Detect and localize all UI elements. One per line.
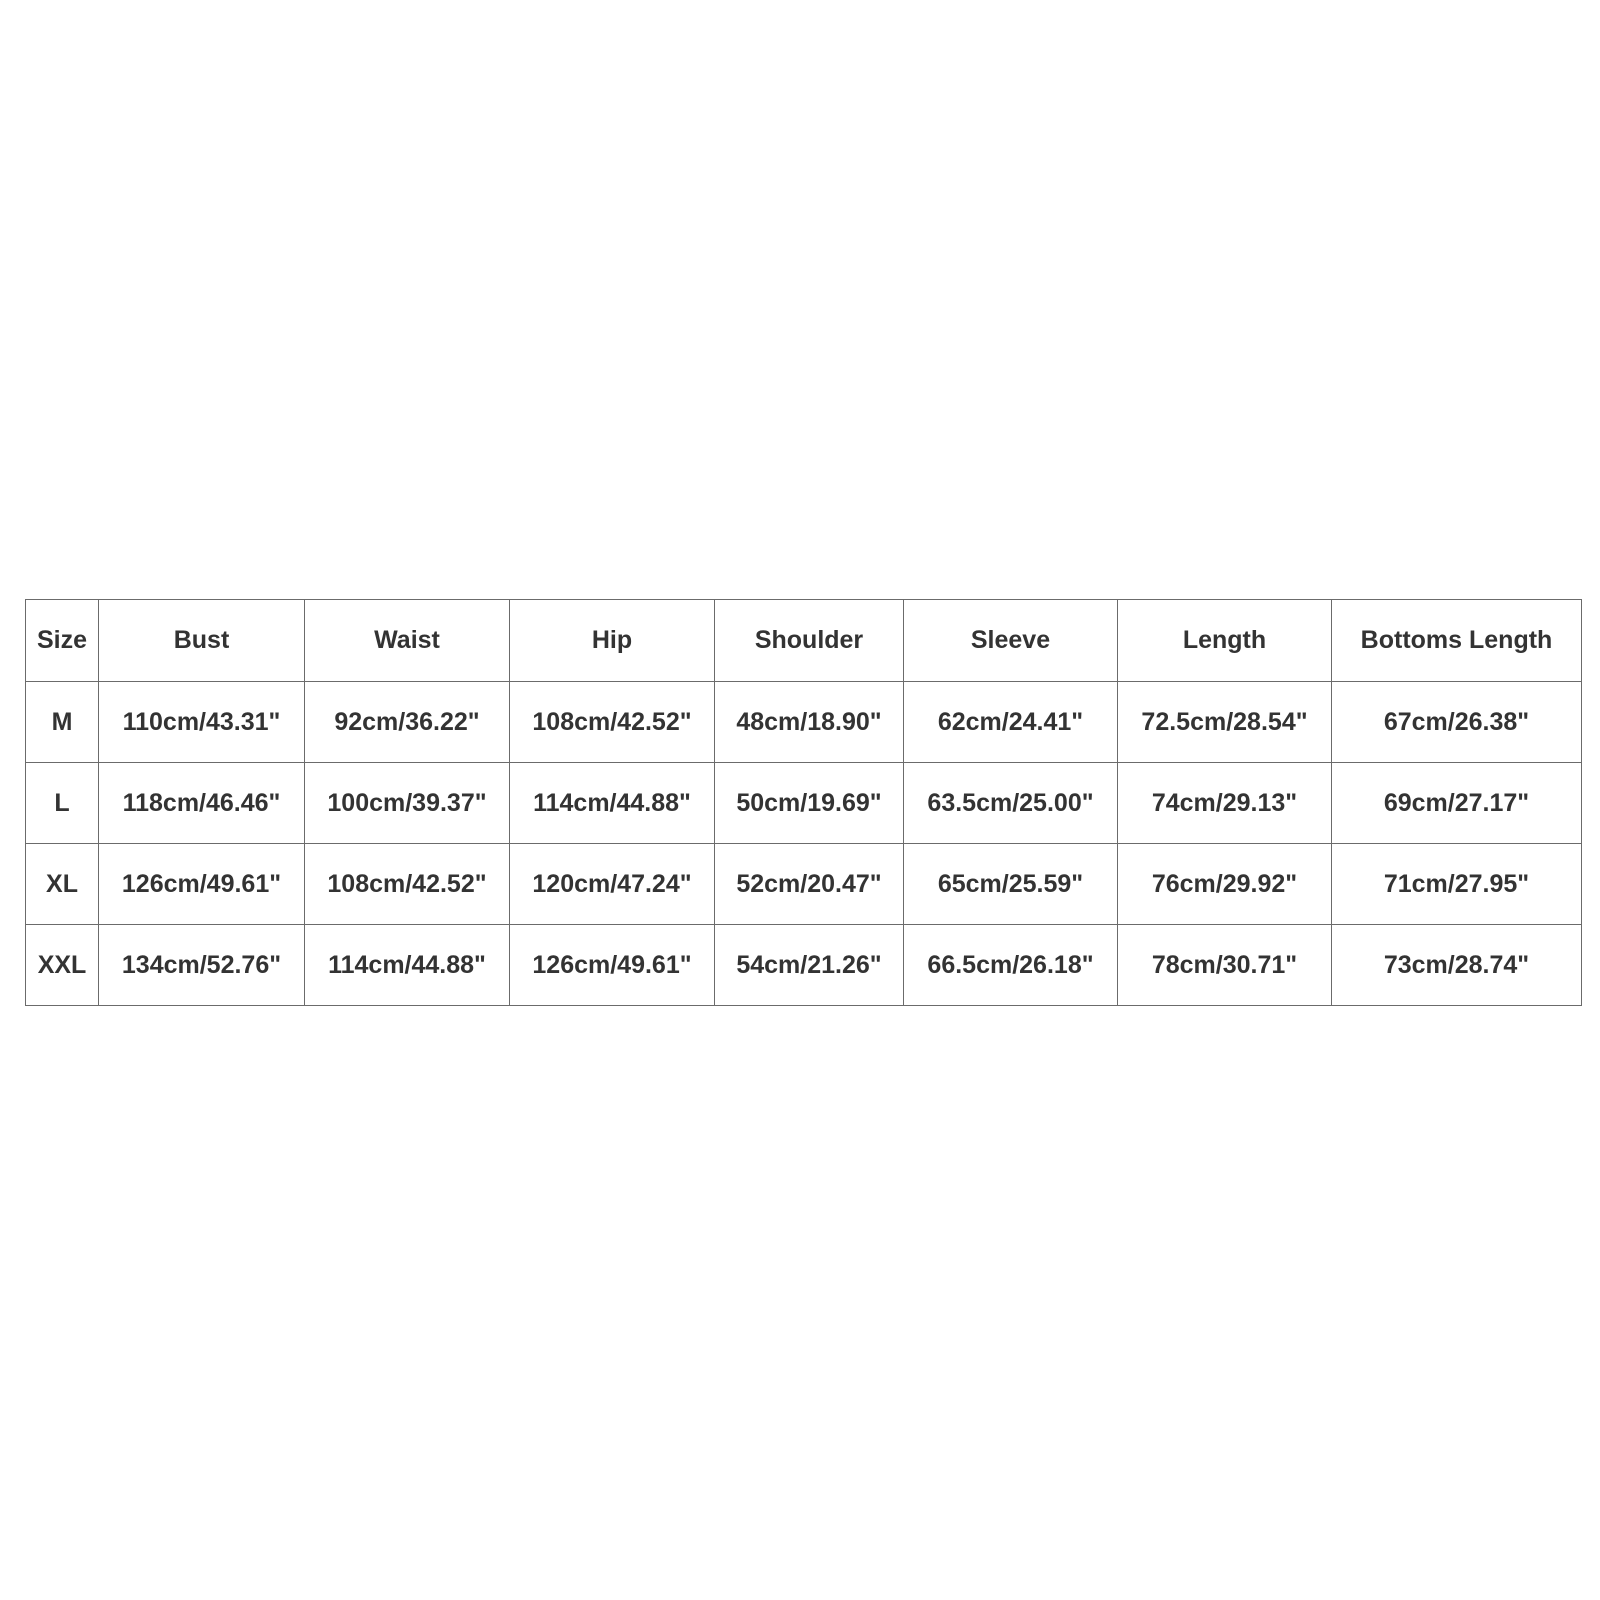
cell-hip: 114cm/44.88": [510, 763, 715, 844]
cell-sleeve: 62cm/24.41": [904, 682, 1118, 763]
cell-waist: 92cm/36.22": [305, 682, 510, 763]
cell-bust: 126cm/49.61": [99, 844, 305, 925]
header-bust: Bust: [99, 600, 305, 682]
cell-length: 72.5cm/28.54": [1118, 682, 1332, 763]
cell-shoulder: 48cm/18.90": [715, 682, 904, 763]
cell-shoulder: 52cm/20.47": [715, 844, 904, 925]
cell-waist: 114cm/44.88": [305, 925, 510, 1006]
cell-sleeve: 65cm/25.59": [904, 844, 1118, 925]
cell-sleeve: 63.5cm/25.00": [904, 763, 1118, 844]
size-chart-table: [25, 599, 1582, 1006]
cell-bottoms-length: 71cm/27.95": [1332, 844, 1582, 925]
header-hip: Hip: [510, 600, 715, 682]
cell-waist: 108cm/42.52": [305, 844, 510, 925]
cell-sleeve: 66.5cm/26.18": [904, 925, 1118, 1006]
header-shoulder: Shoulder: [715, 600, 904, 682]
cell-size: L: [26, 763, 99, 844]
cell-bust: 110cm/43.31": [99, 682, 305, 763]
header-waist: Waist: [305, 600, 510, 682]
table-row: [26, 844, 1582, 925]
cell-length: 76cm/29.92": [1118, 844, 1332, 925]
cell-shoulder: 54cm/21.26": [715, 925, 904, 1006]
cell-size: M: [26, 682, 99, 763]
cell-waist: 100cm/39.37": [305, 763, 510, 844]
cell-bottoms-length: 67cm/26.38": [1332, 682, 1582, 763]
table-header-row: [26, 600, 1582, 682]
header-sleeve: Sleeve: [904, 600, 1118, 682]
cell-hip: 126cm/49.61": [510, 925, 715, 1006]
cell-bust: 134cm/52.76": [99, 925, 305, 1006]
cell-shoulder: 50cm/19.69": [715, 763, 904, 844]
cell-hip: 120cm/47.24": [510, 844, 715, 925]
header-bottoms-length: Bottoms Length: [1332, 600, 1582, 682]
header-size: Size: [26, 600, 99, 682]
cell-bottoms-length: 73cm/28.74": [1332, 925, 1582, 1006]
cell-length: 78cm/30.71": [1118, 925, 1332, 1006]
cell-size: XXL: [26, 925, 99, 1006]
table-row: [26, 925, 1582, 1006]
table-row: [26, 763, 1582, 844]
cell-hip: 108cm/42.52": [510, 682, 715, 763]
cell-bust: 118cm/46.46": [99, 763, 305, 844]
cell-length: 74cm/29.13": [1118, 763, 1332, 844]
cell-bottoms-length: 69cm/27.17": [1332, 763, 1582, 844]
header-length: Length: [1118, 600, 1332, 682]
table-row: [26, 682, 1582, 763]
cell-size: XL: [26, 844, 99, 925]
